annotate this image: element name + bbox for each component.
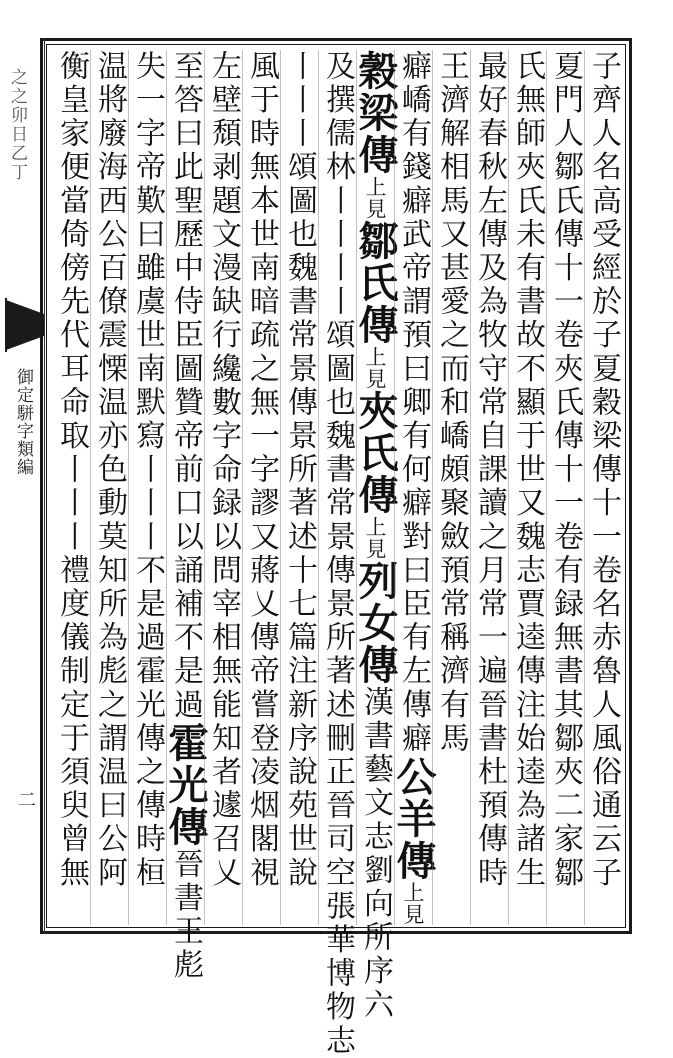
annotation: 上見 xyxy=(401,881,425,926)
heading-term: 列女傳 xyxy=(352,560,399,686)
column-rule xyxy=(470,50,471,925)
column-rule xyxy=(204,50,205,925)
margin-rule xyxy=(44,38,45,934)
fishtail-mark-icon xyxy=(2,296,46,354)
text-body xyxy=(52,50,622,1058)
leaf-number: 二 xyxy=(15,790,36,810)
text-column xyxy=(506,50,548,925)
text-run: 衡皇家便當倚傍先代耳命取丨丨丨禮度儀制定于須臾曾無 xyxy=(54,50,89,890)
text-run: 晉書王彪 xyxy=(168,848,203,983)
column-rule xyxy=(128,50,129,925)
heading-term: 夾氏傳 xyxy=(352,390,399,516)
text-run: 子齊人名高受經於子夏穀梁傳十一卷名赤魯人風俗通云子 xyxy=(586,50,621,890)
text-run: 最好春秋左傳及為牧守常自課讀之月常一遍晉書杜預傳時 xyxy=(472,50,507,890)
text-column xyxy=(316,50,358,1058)
text-run: 癖嶠有錢癖武帝謂預曰卿有何癖對曰臣有左傳癖 xyxy=(396,50,431,756)
column-rule xyxy=(508,50,509,925)
text-run: 漢書藝文志劉向所序六 xyxy=(358,686,393,1022)
page-margin xyxy=(0,38,46,934)
text-column xyxy=(468,50,510,925)
heading-term: 鄒氏傳 xyxy=(352,220,399,346)
column-rule xyxy=(394,50,395,925)
text-run: 風于時無本世南暗疏之無一字謬又蔣乂傳帝嘗登凌烟閣視 xyxy=(244,50,279,890)
column-rule xyxy=(280,50,281,925)
text-column xyxy=(50,50,92,925)
text-column xyxy=(126,50,168,925)
text-column xyxy=(544,50,586,925)
text-run: 及撰儒林丨丨丨丨頌圖也魏書常景傳景所著述刪正晉司空張華博物志 xyxy=(320,50,355,1058)
heading-term: 公羊傳 xyxy=(390,755,437,882)
text-column xyxy=(352,50,399,1022)
column-rule xyxy=(356,50,357,925)
column-rule xyxy=(432,50,433,925)
column-rule xyxy=(242,50,243,925)
annotation: 上見 xyxy=(363,516,387,560)
column-rule xyxy=(546,50,547,925)
annotation: 上見 xyxy=(363,176,387,220)
book-title: 御定駢字類編 xyxy=(13,368,33,476)
text-column xyxy=(240,50,282,925)
text-run: 左壁頹剥題文漫缺行纔數字命録以問宰相無能知者遽召乂 xyxy=(206,50,241,890)
text-run: 氏無師夾氏未有書故不顯于世又魏志賈逵傳注始逵為諸生 xyxy=(510,50,545,890)
text-run: 王濟解相馬又甚愛之而和嶠頗聚斂預常稱濟有馬 xyxy=(434,50,469,756)
text-column xyxy=(582,50,624,925)
text-run: 温將廢海西公百僚震慄温亦色動莫知所為彪之謂温曰公阿 xyxy=(92,50,127,890)
text-run: 至答曰此聖歷中侍臣圖贊帝前口以誦補不是過 xyxy=(168,50,203,722)
margin-top-text: 之之卯日乙丁 xyxy=(7,68,27,182)
heading-term: 穀梁傳 xyxy=(352,50,399,176)
text-column xyxy=(278,50,320,925)
text-run: 夏門人鄒氏傳十一卷夾氏傳十一卷有録無書其鄒夾二家鄒 xyxy=(548,50,583,890)
column-rule xyxy=(584,50,585,925)
column-rule xyxy=(166,50,167,925)
text-run: 丨丨丨頌圖也魏書常景傳景所著述十七篇注新序說苑世說 xyxy=(282,50,317,890)
text-column xyxy=(162,50,209,983)
heading-term: 霍光傳 xyxy=(162,722,209,848)
text-column xyxy=(88,50,130,925)
column-rule xyxy=(318,50,319,925)
column-rule xyxy=(90,50,91,925)
annotation: 上見 xyxy=(363,346,387,390)
text-run: 失一字帝歎曰雖虞世南默寫丨丨丨不是過霍光傳之傳時桓 xyxy=(130,50,165,890)
